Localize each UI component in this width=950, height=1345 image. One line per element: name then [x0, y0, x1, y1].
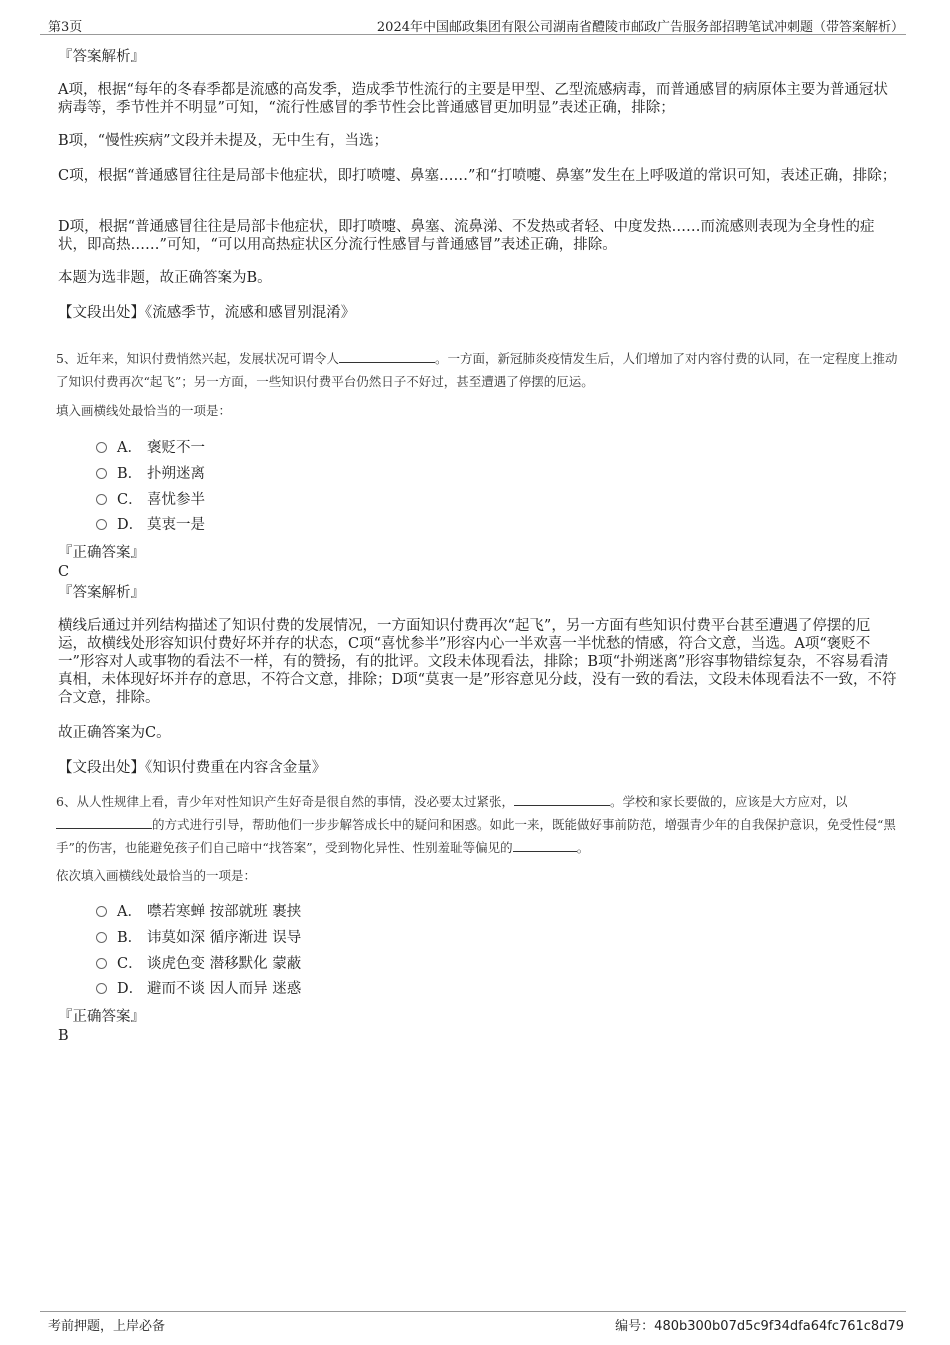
document-code: 编号：480b300b07d5c9f34dfa64fc761c8d79 — [615, 1319, 904, 1334]
q4-analysis-b: B项，“慢性疾病”文段并未提及，无中生有，当选； — [58, 133, 388, 149]
answer-blank — [339, 348, 435, 363]
page-number: 第3页 — [48, 20, 83, 35]
q4-conclusion: 本题为选非题，故正确答案为B。 — [58, 270, 272, 286]
q5-answer: C — [58, 564, 70, 580]
q4-source: 【文段出处】《流感季节，流感和感冒别混淆》 — [58, 305, 356, 321]
q5-conclusion: 故正确答案为C。 — [58, 725, 171, 741]
radio-icon[interactable] — [96, 983, 107, 994]
q6-answer-label: 『正确答案』 — [58, 1009, 145, 1025]
radio-icon[interactable] — [96, 519, 107, 530]
q4-analysis-c: C项，根据“普通感冒往往是局部卡他症状，即打喷嚏、鼻塞……”和“打喷嚏、鼻塞”发生在上呼吸道的常识可知，表述正确，排除； — [58, 168, 897, 184]
q5-answer-label: 『正确答案』 — [58, 545, 145, 561]
answer-blank — [514, 791, 610, 806]
q5-stem: 5、近年来，知识付费悄然兴起，发展状况可谓令人 。一方面，新冠肺炎疫情发生后，人们增加了对内容付费的认同，在一定程度上推动了知识付费再次“起飞”；另一方面，一些知识付费平台仍然日子不好过，甚至遭遇了停摆的厄运。 — [56, 347, 898, 393]
answer-blank — [56, 814, 152, 829]
q5-source: 【文段出处】《知识付费重在内容含金量》 — [58, 760, 327, 776]
q5-analysis-label: 『答案解析』 — [58, 585, 145, 601]
q6-option-d[interactable]: D． 避而不谈 因人而异 迷惑 — [96, 980, 301, 998]
q5-option-a[interactable]: A． 褒贬不一 — [96, 439, 205, 457]
q5-option-d[interactable]: D． 莫衷一是 — [96, 516, 205, 534]
answer-blank — [513, 837, 577, 852]
q5-analysis: 横线后通过并列结构描述了知识付费的发展情况，一方面知识付费再次“起飞”，另一方面有些知识付费平台甚至遭遇了停摆的厄运，故横线处形容知识付费好坏并存的状态，C项“喜忧参半”形容内心一半欢喜一半忧愁的情感，符合文意，当选。A项“褒贬不一”形容对人或事物的看法不一样，有的赞扬，有的批评。文段未体现看法，排除；B项“扑朔迷离”形容事物错综复杂，不容易看清真相，未体现好坏并存的意思，不符合文意，排除；D项“莫衷一是”形容意见分歧，没有一致的看法，文段未体现看法不一致，不符合文意，排除。 — [58, 618, 897, 706]
document-title: 2024年中国邮政集团有限公司湖南省醴陵市邮政广告服务部招聘笔试冲刺题（带答案解析） — [376, 20, 904, 35]
q4-analysis-d: D项，根据“普通感冒往往是局部卡他症状，即打喷嚏、鼻塞、流鼻涕、不发热或者轻、中度发热……而流感则表现为全身性的症状，即高热……”可知，“可以用高热症状区分流行性感冒与普通感冒”表述正确，排除。 — [58, 219, 875, 253]
q6-stem: 6、从人性规律上看，青少年对性知识产生好奇是很自然的事情，没必要太过紧张， 。学校和家长要做的，应该是大方应对，以的方式进行引导，帮助他们一步步解答成长中的疑问和困惑。如此一来，既能做好事前防范，增强青少年的自我保护意识，免受性侵“黑手”的伤害，也能避免孩子们自己暗中“找答案”，受到物化异性、性别羞耻等偏见的 。 — [56, 790, 898, 859]
q6-answer: B — [58, 1028, 69, 1044]
radio-icon[interactable] — [96, 932, 107, 943]
page-footer — [40, 1311, 906, 1334]
q5-option-c[interactable]: C． 喜忧参半 — [96, 491, 205, 509]
q5-prompt: 填入画横线处最恰当的一项是： — [56, 403, 232, 418]
footer-slogan: 考前押题，上岸必备 — [48, 1319, 166, 1334]
q4-analysis-label: 『答案解析』 — [58, 49, 145, 65]
q4-analysis-a: A项，根据“每年的冬春季都是流感的高发季，造成季节性流行的主要是甲型、乙型流感病毒，而普通感冒的病原体主要为普通冠状病毒等，季节性并不明显”可知，“流行性感冒的季节性会比普通感冒更加明显”表述正确，排除； — [58, 82, 888, 116]
q5-option-b[interactable]: B． 扑朔迷离 — [96, 465, 205, 483]
q6-option-c[interactable]: C． 谈虎色变 潜移默化 蒙蔽 — [96, 955, 301, 973]
q6-option-b[interactable]: B． 讳莫如深 循序渐进 误导 — [96, 929, 301, 947]
q6-prompt: 依次填入画横线处最恰当的一项是： — [56, 868, 257, 883]
radio-icon[interactable] — [96, 468, 107, 479]
page-header — [40, 14, 906, 35]
radio-icon[interactable] — [96, 958, 107, 969]
radio-icon[interactable] — [96, 442, 107, 453]
q6-option-a[interactable]: A． 噤若寒蝉 按部就班 裹挟 — [96, 903, 301, 921]
radio-icon[interactable] — [96, 494, 107, 505]
radio-icon[interactable] — [96, 906, 107, 917]
